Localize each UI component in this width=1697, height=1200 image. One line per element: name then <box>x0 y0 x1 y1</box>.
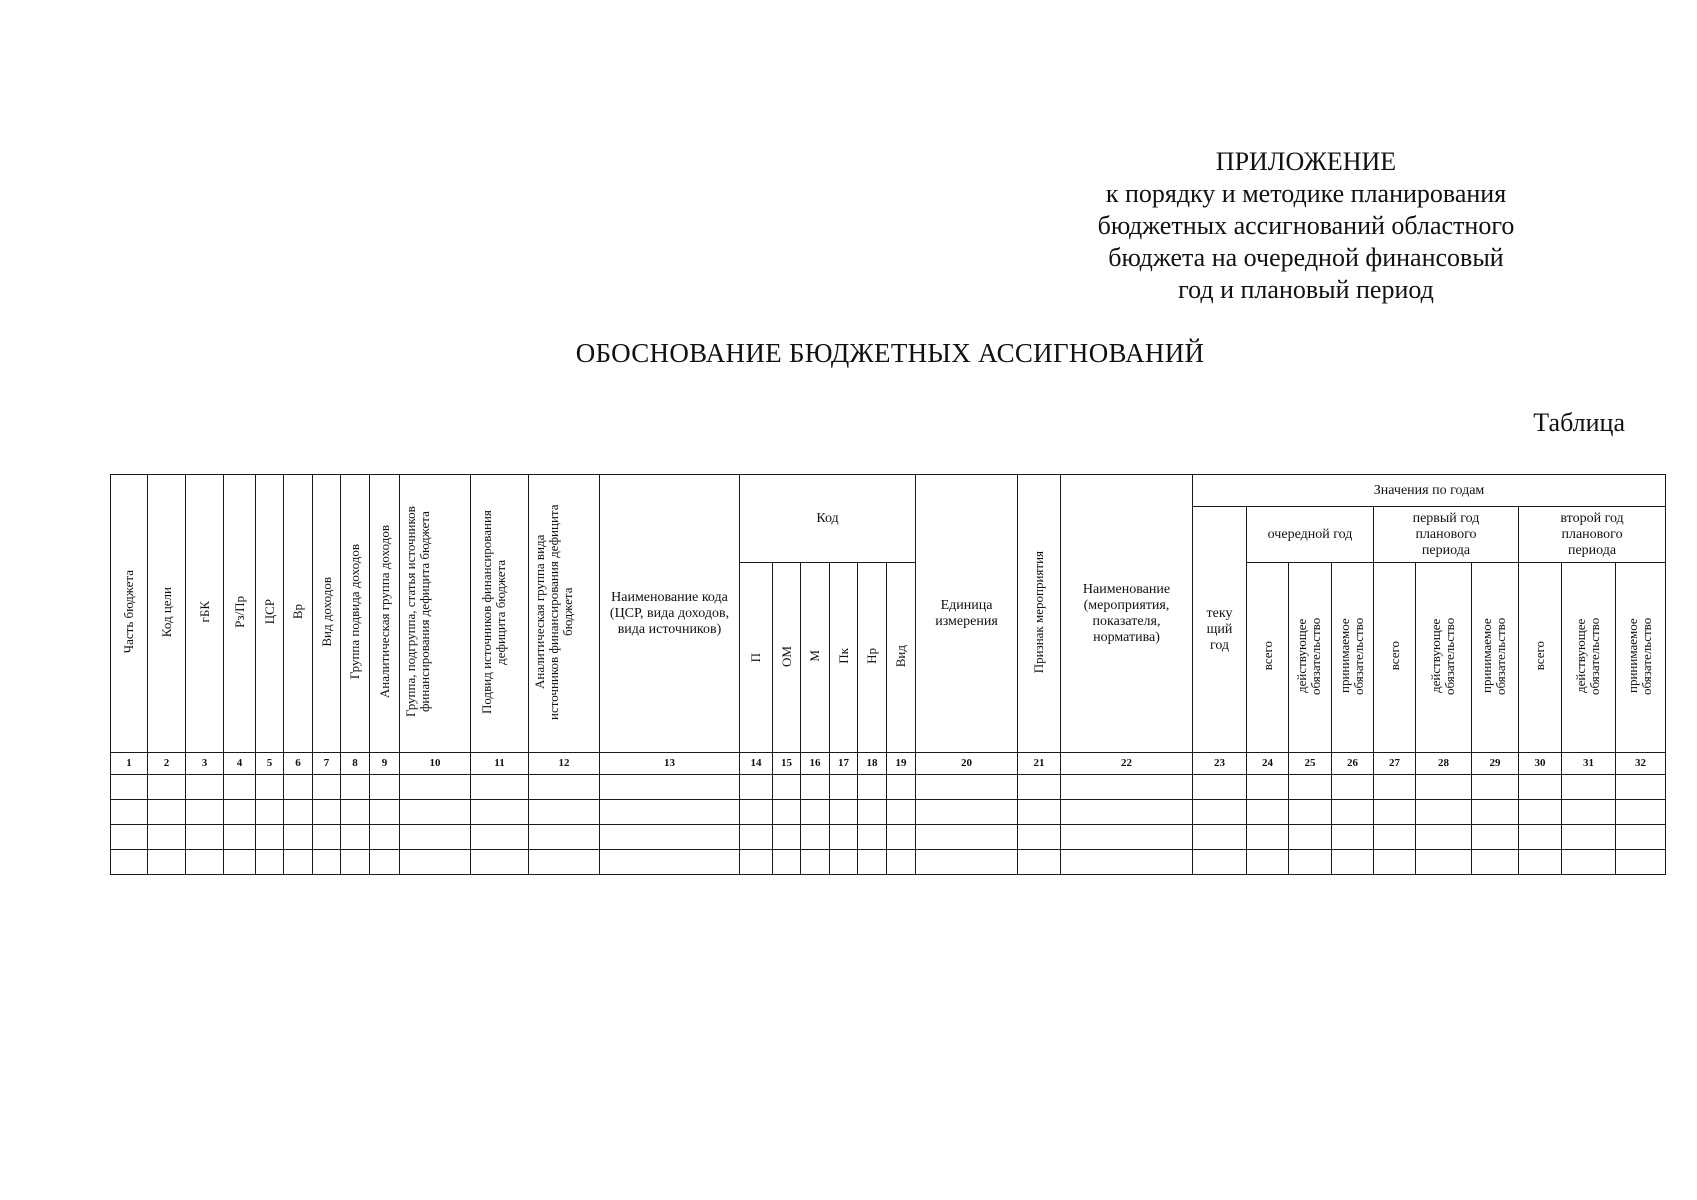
column-number-row <box>111 753 1666 775</box>
table-cell <box>1193 825 1247 850</box>
column-number: 14 <box>740 753 773 775</box>
table-cell <box>1472 775 1519 800</box>
table-cell <box>186 825 224 850</box>
table-cell <box>830 825 858 850</box>
col-header-total: всего <box>1374 563 1416 753</box>
table-cell <box>1332 850 1374 875</box>
column-number: 21 <box>1018 753 1061 775</box>
table-cell <box>1018 775 1061 800</box>
column-number: 26 <box>1332 753 1374 775</box>
column-number: 15 <box>773 753 801 775</box>
table-cell <box>370 800 400 825</box>
table-cell <box>370 775 400 800</box>
table-cell <box>284 800 313 825</box>
table-cell <box>256 825 284 850</box>
table-cell <box>916 850 1018 875</box>
table-cell <box>400 850 471 875</box>
table-cell <box>186 850 224 875</box>
table-cell <box>529 825 600 850</box>
table-cell <box>887 775 916 800</box>
table-cell <box>1018 850 1061 875</box>
table-cell <box>1472 825 1519 850</box>
table-cell <box>1061 825 1193 850</box>
budget-table <box>110 474 1666 875</box>
col-header-deficit-source-subtype: Подвид источников финансирования дефицита бюджета <box>471 475 529 753</box>
col-header-income-type: Вид доходов <box>313 475 341 753</box>
col-header-code-name: Наименование кода (ЦСР, вида доходов, вида источников) <box>600 475 740 753</box>
table-cell <box>916 775 1018 800</box>
table-cell <box>1193 775 1247 800</box>
col-header-values-by-year: Значения по годам <box>1193 475 1666 507</box>
table-cell <box>1562 775 1616 800</box>
column-number: 30 <box>1519 753 1562 775</box>
table-cell <box>1289 825 1332 850</box>
col-header-next-year: очередной год <box>1247 507 1374 563</box>
column-number: 7 <box>313 753 341 775</box>
table-cell <box>740 825 773 850</box>
table-cell <box>1519 825 1562 850</box>
table-cell <box>284 850 313 875</box>
table-cell <box>858 800 887 825</box>
table-cell <box>529 775 600 800</box>
table-cell <box>801 775 830 800</box>
column-number: 8 <box>341 753 370 775</box>
table-cell <box>313 800 341 825</box>
table-cell <box>471 775 529 800</box>
column-number: 22 <box>1061 753 1193 775</box>
column-number: 9 <box>370 753 400 775</box>
table-cell <box>313 775 341 800</box>
appendix-line: к порядку и методике планирования <box>1105 179 1507 208</box>
table-cell <box>1616 800 1666 825</box>
table-cell <box>1416 775 1472 800</box>
table-cell <box>916 825 1018 850</box>
column-number: 18 <box>858 753 887 775</box>
table-cell <box>1332 800 1374 825</box>
column-number: 17 <box>830 753 858 775</box>
col-header-event-flag: Признак мероприятия <box>1018 475 1061 753</box>
table-cell <box>471 800 529 825</box>
table-cell <box>284 775 313 800</box>
table-cell <box>1374 775 1416 800</box>
column-number: 32 <box>1616 753 1666 775</box>
table-cell <box>370 825 400 850</box>
table-cell <box>1519 850 1562 875</box>
table-cell <box>224 800 256 825</box>
table-cell <box>1247 825 1289 850</box>
col-header-second-plan-year: второй год планового периода <box>1519 507 1666 563</box>
table-cell <box>1562 800 1616 825</box>
table-cell <box>1289 800 1332 825</box>
table-cell <box>1289 775 1332 800</box>
table-cell <box>1289 850 1332 875</box>
table-cell <box>400 825 471 850</box>
table-cell <box>341 800 370 825</box>
table-cell <box>740 775 773 800</box>
table-cell <box>529 800 600 825</box>
col-header-nr: Нр <box>858 563 887 753</box>
table-cell <box>370 850 400 875</box>
table-cell <box>1018 825 1061 850</box>
col-header-p: П <box>740 563 773 753</box>
table-cell <box>1519 775 1562 800</box>
table-cell <box>529 850 600 875</box>
table-cell <box>400 775 471 800</box>
table-cell <box>600 800 740 825</box>
column-number: 12 <box>529 753 600 775</box>
table-cell <box>313 825 341 850</box>
table-cell <box>400 800 471 825</box>
table-cell <box>773 775 801 800</box>
table-cell <box>1247 850 1289 875</box>
table-cell <box>1193 800 1247 825</box>
table-cell <box>1061 800 1193 825</box>
col-header-rz-pr: Рз/Пр <box>224 475 256 753</box>
col-header-existing-obligation: действующее обязательство <box>1416 563 1472 753</box>
table-cell <box>111 775 148 800</box>
table-cell <box>600 775 740 800</box>
col-header-m: М <box>801 563 830 753</box>
col-header-deficit-source-analytic: Аналитическая группа вида источников финансирования дефицита бюджета <box>529 475 600 753</box>
col-header-budget-part: Часть бюджета <box>111 475 148 753</box>
column-number: 16 <box>801 753 830 775</box>
table-cell <box>1247 800 1289 825</box>
col-header-new-obligation: принимаемое обязательство <box>1616 563 1666 753</box>
table-cell <box>600 850 740 875</box>
table-cell <box>830 800 858 825</box>
col-header-first-plan-year: первый год планового периода <box>1374 507 1519 563</box>
table-cell <box>1374 850 1416 875</box>
col-header-unit: Единица измерения <box>916 475 1018 753</box>
column-number: 25 <box>1289 753 1332 775</box>
table-cell <box>111 850 148 875</box>
col-header-existing-obligation: действующее обязательство <box>1289 563 1332 753</box>
column-number: 24 <box>1247 753 1289 775</box>
col-header-new-obligation: принимаемое обязательство <box>1332 563 1374 753</box>
table-cell <box>801 850 830 875</box>
table-cell <box>740 850 773 875</box>
table-cell <box>148 825 186 850</box>
appendix-block <box>1046 146 1566 306</box>
table-cell <box>1416 850 1472 875</box>
col-header-vid: Вид <box>887 563 916 753</box>
table-cell <box>341 850 370 875</box>
col-header-item-name: Наименование (мероприятия, показателя, норматива) <box>1061 475 1193 753</box>
table-cell <box>224 825 256 850</box>
appendix-line: год и плановый период <box>1178 275 1434 304</box>
table-cell <box>1616 825 1666 850</box>
table-cell <box>773 850 801 875</box>
table-cell <box>148 850 186 875</box>
table-cell <box>1472 850 1519 875</box>
table-cell <box>341 775 370 800</box>
column-number: 13 <box>600 753 740 775</box>
col-header-csr: ЦСР <box>256 475 284 753</box>
col-header-total: всего <box>1247 563 1289 753</box>
column-number: 3 <box>186 753 224 775</box>
table-cell <box>1332 775 1374 800</box>
column-number: 4 <box>224 753 256 775</box>
table-cell <box>1332 825 1374 850</box>
column-number: 28 <box>1416 753 1472 775</box>
table-cell <box>740 800 773 825</box>
table-cell <box>773 800 801 825</box>
table-cell <box>111 800 148 825</box>
table-cell <box>887 825 916 850</box>
table-cell <box>111 825 148 850</box>
table-cell <box>801 800 830 825</box>
col-header-goal-code: Код цели <box>148 475 186 753</box>
table-cell <box>887 850 916 875</box>
table-cell <box>256 800 284 825</box>
table-row <box>111 775 1666 800</box>
table-cell <box>313 850 341 875</box>
table-cell <box>471 850 529 875</box>
column-number: 10 <box>400 753 471 775</box>
appendix-line: бюджетных ассигнований областного <box>1097 211 1515 240</box>
table-cell <box>1247 775 1289 800</box>
col-header-kod: Код <box>740 475 916 563</box>
col-header-pk: Пк <box>830 563 858 753</box>
col-header-deficit-source-group: Группа, подгруппа, статья источников финансирования дефицита бюджета <box>400 475 471 753</box>
table-cell <box>341 825 370 850</box>
column-number: 20 <box>916 753 1018 775</box>
table-cell <box>256 775 284 800</box>
table-cell <box>830 850 858 875</box>
table-cell <box>1562 825 1616 850</box>
col-header-existing-obligation: действующее обязательство <box>1562 563 1616 753</box>
table-cell <box>148 775 186 800</box>
table-cell <box>1472 800 1519 825</box>
col-header-vr: Вр <box>284 475 313 753</box>
table-cell <box>858 825 887 850</box>
table-caption: Таблица <box>1533 408 1625 437</box>
document-title: ОБОСНОВАНИЕ БЮДЖЕТНЫХ АССИГНОВАНИЙ <box>575 338 1205 368</box>
col-header-total: всего <box>1519 563 1562 753</box>
table-cell <box>1061 775 1193 800</box>
column-number: 23 <box>1193 753 1247 775</box>
table-cell <box>471 825 529 850</box>
table-cell <box>256 850 284 875</box>
table-cell <box>600 825 740 850</box>
table-cell <box>1519 800 1562 825</box>
column-number: 1 <box>111 753 148 775</box>
column-number: 29 <box>1472 753 1519 775</box>
table-cell <box>186 775 224 800</box>
table-cell <box>1018 800 1061 825</box>
col-header-current-year: теку щий год <box>1193 507 1247 753</box>
col-header-income-subtype-group: Группа подвида доходов <box>341 475 370 753</box>
table-cell <box>284 825 313 850</box>
column-number: 11 <box>471 753 529 775</box>
table-cell <box>148 800 186 825</box>
table-cell <box>1616 850 1666 875</box>
column-number: 6 <box>284 753 313 775</box>
table-cell <box>887 800 916 825</box>
col-header-om: ОМ <box>773 563 801 753</box>
table-cell <box>801 825 830 850</box>
col-header-gbk: гБК <box>186 475 224 753</box>
table-cell <box>858 775 887 800</box>
table-cell <box>1061 850 1193 875</box>
table-cell <box>1416 825 1472 850</box>
table-cell <box>1562 850 1616 875</box>
table-cell <box>858 850 887 875</box>
table-cell <box>224 775 256 800</box>
table-row <box>111 850 1666 875</box>
column-number: 19 <box>887 753 916 775</box>
table-cell <box>186 800 224 825</box>
table-cell <box>916 800 1018 825</box>
table-cell <box>1416 800 1472 825</box>
table-cell <box>830 775 858 800</box>
table-cell <box>224 850 256 875</box>
column-number: 5 <box>256 753 284 775</box>
col-header-income-analytic-group: Аналитическая группа доходов <box>370 475 400 753</box>
table-cell <box>1374 825 1416 850</box>
col-header-new-obligation: принимаемое обязательство <box>1472 563 1519 753</box>
table-cell <box>1193 850 1247 875</box>
table-cell <box>1616 775 1666 800</box>
appendix-title: ПРИЛОЖЕНИЕ <box>1215 147 1397 176</box>
table-cell <box>1374 800 1416 825</box>
column-number: 27 <box>1374 753 1416 775</box>
table-row <box>111 800 1666 825</box>
table-cell <box>773 825 801 850</box>
appendix-line: бюджета на очередной финансовый <box>1108 243 1504 272</box>
table-row <box>111 825 1666 850</box>
column-number: 31 <box>1562 753 1616 775</box>
column-number: 2 <box>148 753 186 775</box>
